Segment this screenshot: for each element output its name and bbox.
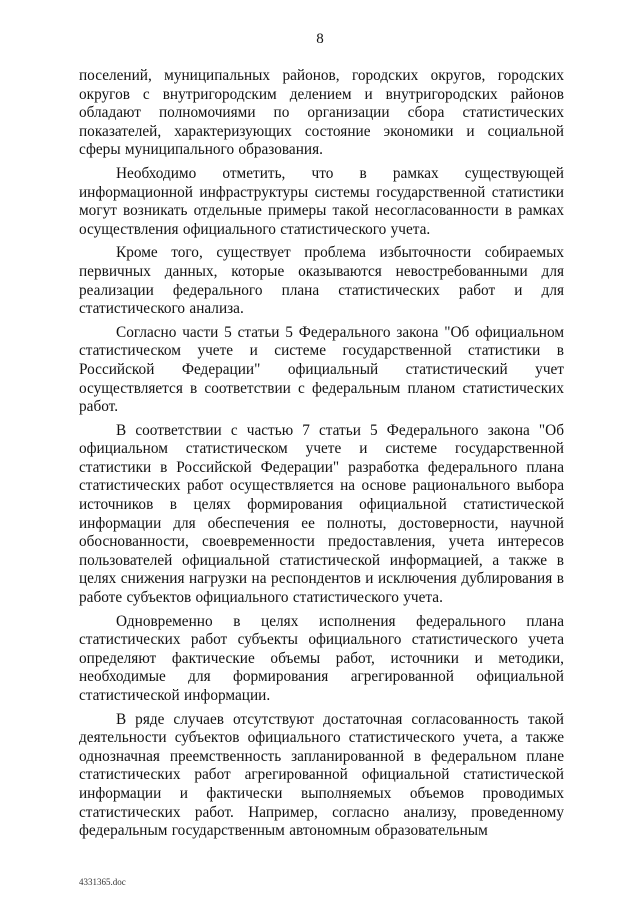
paragraph: Кроме того, существует проблема избыточности собираемых первичных данных, которые оказываются невостребованными для реализации федерального плана статистических работ и для статистического анализа.	[79, 244, 564, 318]
paragraph: Согласно части 5 статьи 5 Федерального закона "Об официальном статистическом учете и системе государственной статистики в Российской Федерации" официальный статистический учет осуществляется в соответствии с федеральным планом статистических работ.	[79, 323, 564, 416]
paragraph: В соответствии с частью 7 статьи 5 Федерального закона "Об официальном статистическом учете и системе государственной статистики в Российской Федерации" разработка федерального плана статистических работ осуществляется на основе рационального выбора источников в целях формирования официальной статистической информации для обеспечения ее полноты, достоверности, научной обоснованности, своевременности предоставления, учета интересов пользователей официальной статистической информацией, а также в целях снижения нагрузки на респондентов и исключения дублирования в работе субъектов официального статистического учета.	[79, 421, 564, 607]
paragraph: Необходимо отметить, что в рамках существующей информационной инфраструктуры системы государственной статистики могут возникать отдельные примеры такой несогласованности в рамках осуществления официального статистического учета.	[79, 164, 564, 238]
body-text	[79, 67, 564, 841]
paragraph: В ряде случаев отсутствуют достаточная согласованность такой деятельности субъектов официального статистического учета, а также однозначная преемственность запланированной в федеральном плане статистических работ агрегированной официальной статистической информации и фактически выполняемых объемов проводимых статистических работ. Например, согласно анализу, проведенному федеральным государственным автономным образовательным	[79, 710, 564, 840]
page-number: 8	[316, 31, 324, 47]
paragraph: Одновременно в целях исполнения федерального плана статистических работ субъекты официального статистического учета определяют фактические объемы работ, источники и методики, необходимые для формирования агрегированной официальной статистической информации.	[79, 612, 564, 704]
footer-document-code: 4331365.doc	[79, 877, 126, 887]
paragraph-continuation: поселений, муниципальных районов, городских округов, городских округов с внутригородским делением и внутригородских районов обладают полномочиями по организации сбора статистических показателей, характеризующих состояние экономики и социальной сферы муниципального образования.	[79, 67, 564, 159]
